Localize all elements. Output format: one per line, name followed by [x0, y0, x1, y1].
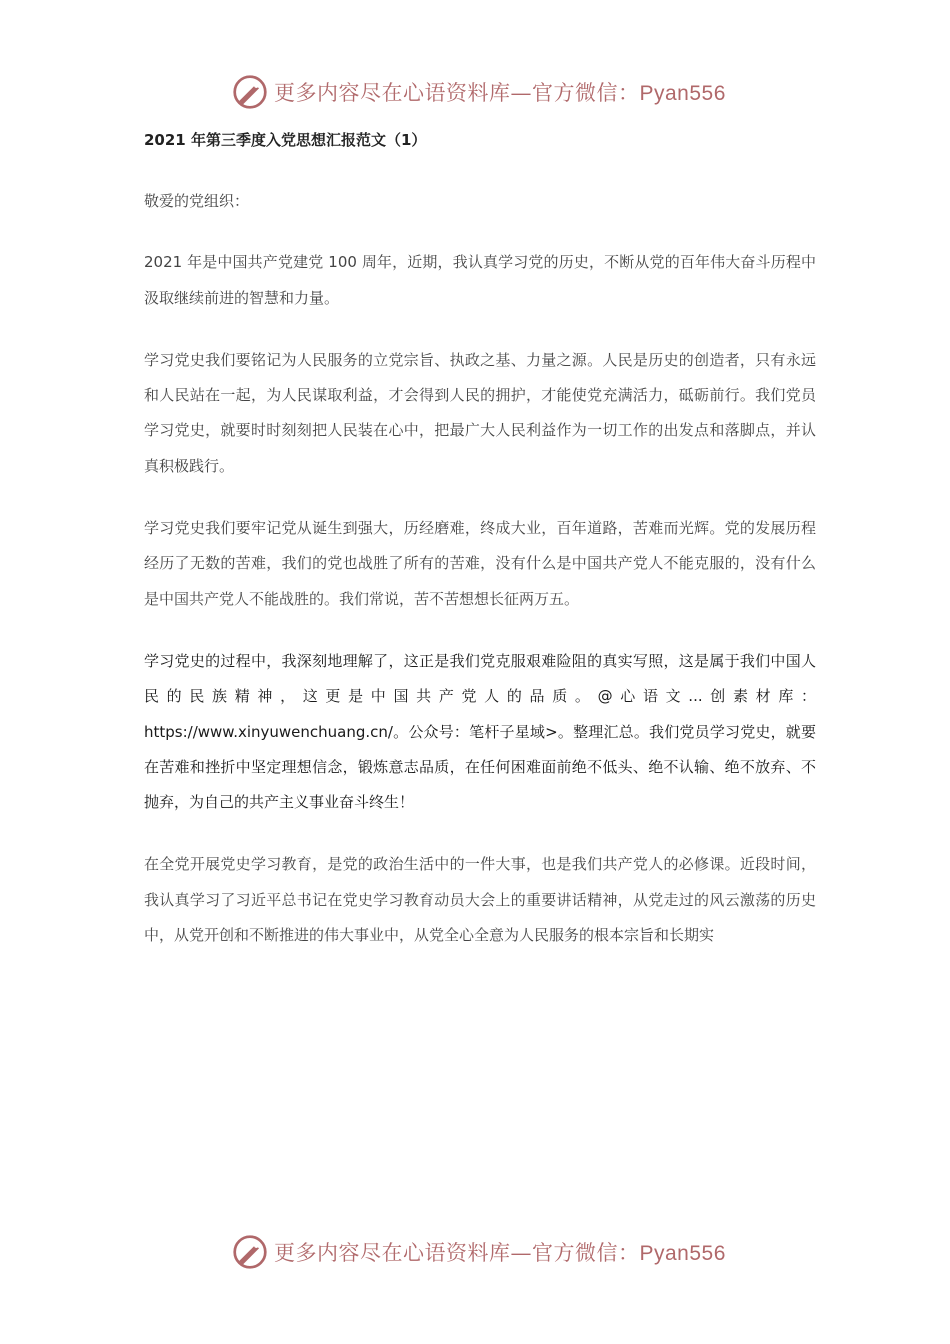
paragraph-3: 学习党史我们要牢记党从诞生到强大，历经磨难，终成大业，百年道路，苦难而光辉。党的发展历程经历了无数的苦难，我们的党也战胜了所有的苦难，没有什么是中国共产党人不能克服的，没有什么是中国共产党人不能战胜的。我们常说，苦不苦想想长征两万五。 [144, 519, 816, 608]
pen-logo-icon [232, 74, 268, 110]
document-body [144, 124, 816, 980]
header-banner [232, 72, 752, 112]
pen-logo-icon [232, 1234, 268, 1270]
wechat-id: Pyan556 [639, 82, 726, 105]
document-title: 2021 年第三季度入党思想汇报范文（1） [144, 131, 427, 149]
paragraph-5: 在全党开展党史学习教育，是党的政治生活中的一件大事，也是我们共产党人的必修课。近段时间，我认真学习了习近平总书记在党史学习教育动员大会上的重要讲话精神，从党走过的风云激荡的历史中，从党开创和不断推进的伟大事业中，从党全心全意为人民服务的根本宗旨和长期实 [144, 855, 816, 945]
salutation: 敬爱的党组织： [144, 192, 250, 210]
paragraph-1: 2021 年是中国共产党建党 100 周年，近期，我认真学习党的历史，不断从党的百年伟大奋斗历程中汲取继续前进的智慧和力量。 [144, 253, 816, 307]
paragraph-4: 学习党史的过程中，我深刻地理解了，这正是我们党克服艰难险阻的真实写照，这是属于我们中国人民的民族精神，这更是中国共产党人的品质。@心语文...创素材库：https://www.xinyuwenchuang.cn/。公众号：笔杆子星域>。整理汇总。我们党员学习党史，就要在苦难和挫折中坚定理想信念，锻炼意志品质，在任何困难面前绝不低头、绝不认输、绝不放弃、不抛弃，为自己的共产主义事业奋斗终生！ [144, 651, 816, 812]
banner-text: 更多内容尽在心语资料库—官方微信：Pyan556 [274, 1241, 726, 1265]
footer-banner [232, 1232, 752, 1272]
banner-text: 更多内容尽在心语资料库—官方微信：Pyan556 [274, 81, 726, 105]
wechat-id: Pyan556 [639, 1242, 726, 1265]
paragraph-2: 学习党史我们要铭记为人民服务的立党宗旨、执政之基、力量之源。人民是历史的创造者，只有永远和人民站在一起，为人民谋取利益，才会得到人民的拥护，才能使党充满活力，砥砺前行。我们党员学习党史，就要时时刻刻把人民装在心中，把最广大人民利益作为一切工作的出发点和落脚点，并认真积极践行。 [144, 350, 816, 475]
